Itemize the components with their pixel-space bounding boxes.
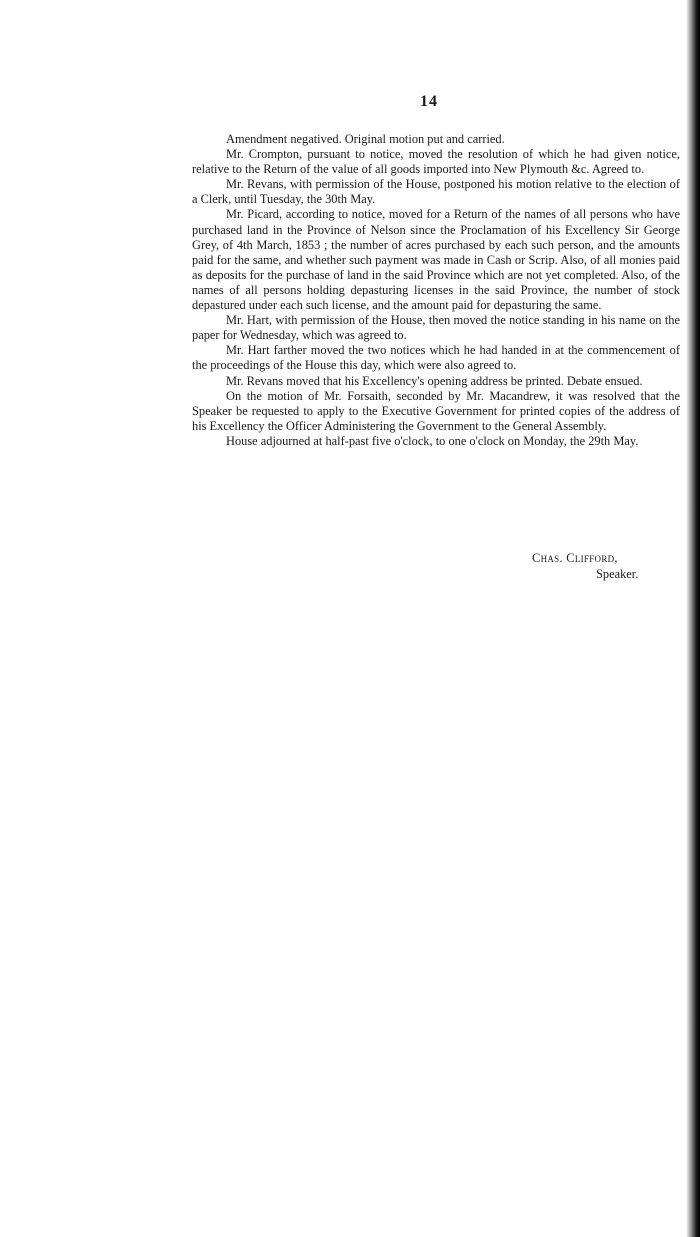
paragraph-forsaith: On the motion of Mr. Forsaith, seconded by Mr. Macandrew, it was resolved that the Speaker be requested to apply to the Executive Government for printed copies of the address of his Excellency the Officer Administering the Government to the General Assembly. [192,388,680,433]
page-number: 14 [420,93,438,110]
paragraph-hart-further: Mr. Hart farther moved the two notices which he had handed in at the commencement of the proceedings of the House this day, which were also agreed to. [192,343,680,373]
proceedings-text [192,132,680,449]
paragraph-picard: Mr. Picard, according to notice, moved for a Return of the names of all persons who have purchased land in the Province of Nelson since the Proclamation of his Excellency Sir George Grey, of 4th March, 1853 ; the number of acres purchased by each such person, and the amounts paid for the same, and whether such payment was made in Cash or Scrip. Also, of all monies paid as deposits for the purchase of land in the said Province which are not yet completed. Also, of the names of all persons holding depasturing licenses in the said Province, the number of stock depastured under each such license, and the amount paid for depasturing the same. [192,207,680,313]
speaker-name: Chas. Clifford, [532,551,618,565]
paragraph-revans-address: Mr. Revans moved that his Excellency's opening address be printed. Debate ensued. [226,373,643,388]
page-edge-shadow [686,0,700,1237]
paragraph-adjourned: House adjourned at half-past five o'clock, to one o'clock on Monday, the 29th May. [226,433,639,448]
paragraph-revans-postpone: Mr. Revans, with permission of the House, postponed his motion relative to the election of a Clerk, until Tuesday, the 30th May. [192,177,680,207]
paragraph-crompton: Mr. Crompton, pursuant to notice, moved the resolution of which he had given notice, relative to the Return of the value of all goods imported into New Plymouth &c. Agreed to. [192,147,680,177]
signature-block [470,550,680,582]
speaker-title: Speaker. [596,567,639,581]
paragraph-hart-notice: Mr. Hart, with permission of the House, then moved the notice standing in his name on the paper for Wednesday, which was agreed to. [192,313,680,343]
paragraph-amendment: Amendment negatived. Original motion put and carried. [226,132,505,146]
